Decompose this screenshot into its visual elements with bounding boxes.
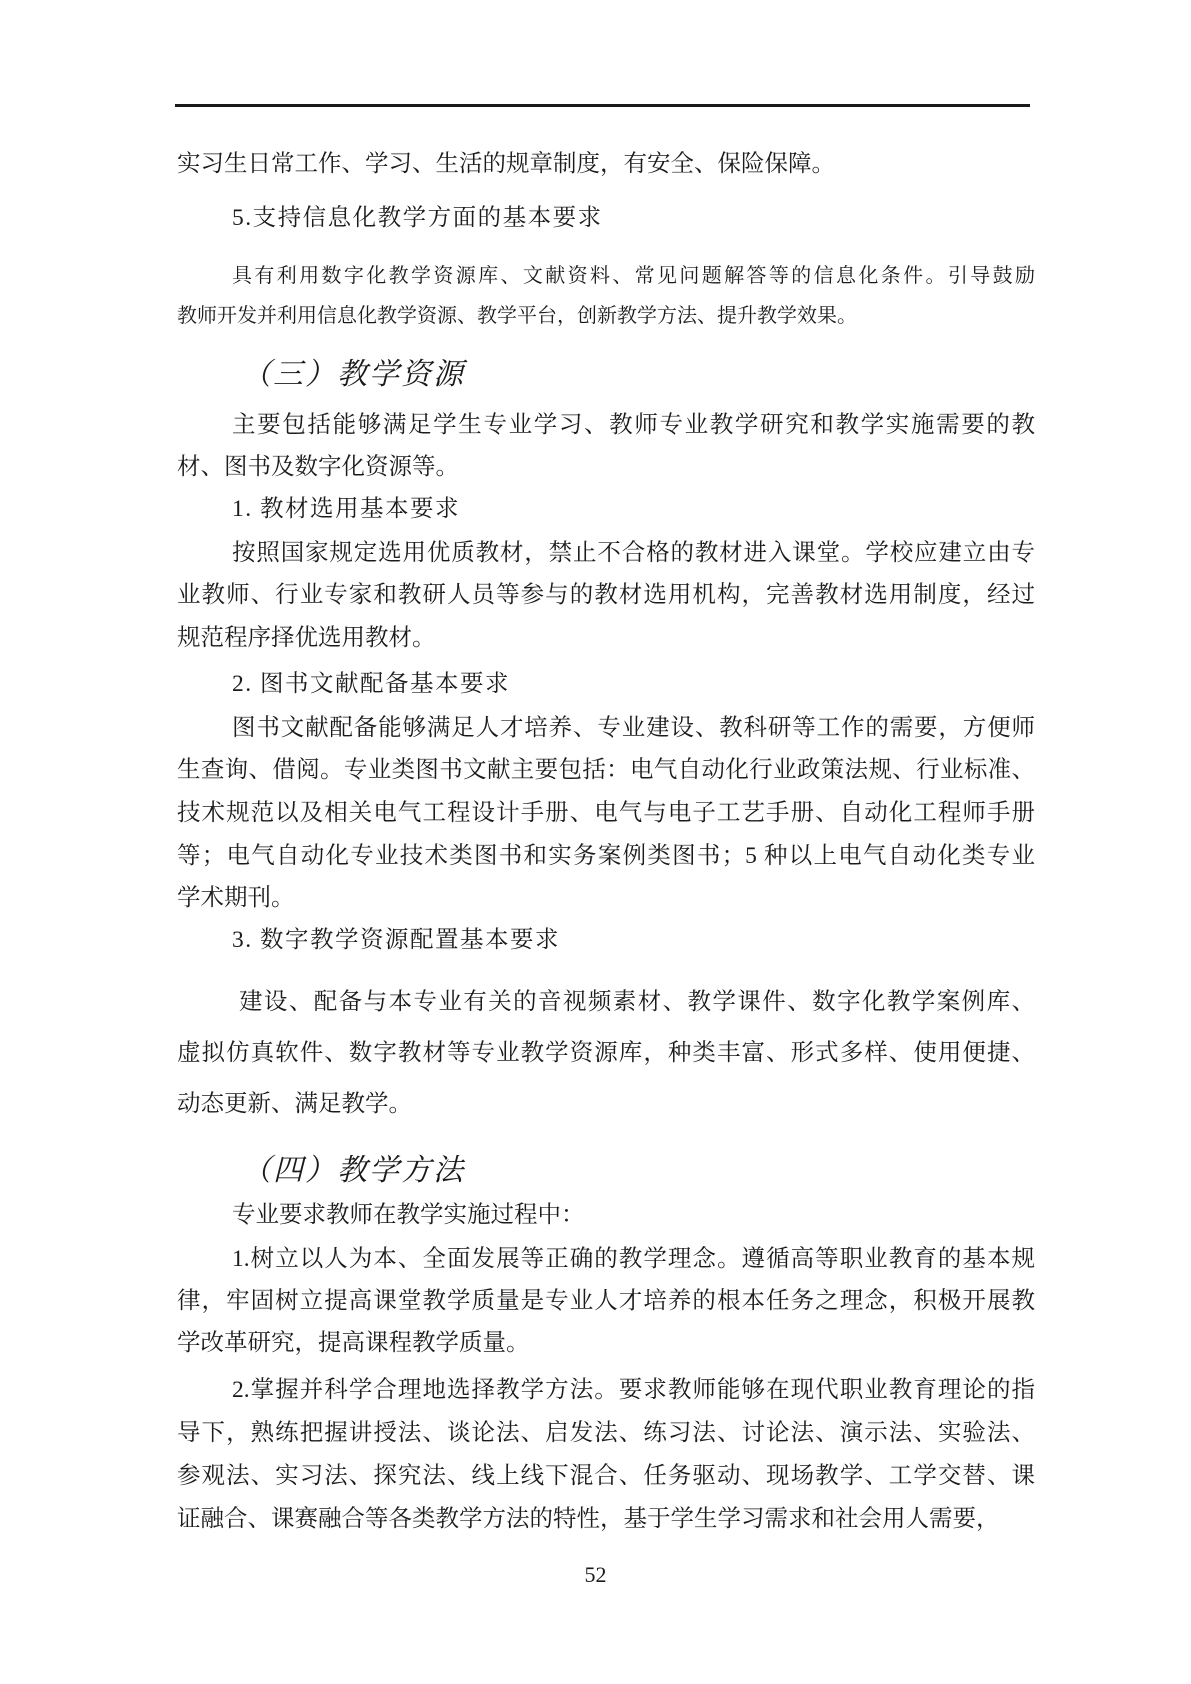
body-text-line: 1.树立以人为本、全面发展等正确的教学理念。遵循高等职业教育的基本规 <box>232 1246 1035 1272</box>
body-text-line: 动态更新、满足教学。 <box>177 1091 412 1117</box>
body-text-line: 具有利用数字化教学资源库、文献资料、常见问题解答等的信息化条件。引导鼓励 <box>232 265 1035 287</box>
body-text-line: 生查询、借阅。专业类图书文献主要包括：电气自动化行业政策法规、行业标准、 <box>177 757 1035 783</box>
body-text-line: 按照国家规定选用优质教材，禁止不合格的教材进入课堂。学校应建立由专 <box>232 540 1035 566</box>
heading-informatization-teaching: 5.支持信息化教学方面的基本要求 <box>232 205 603 231</box>
body-text-line: 等；电气自动化专业技术类图书和实务案例类图书；5 种以上电气自动化类专业 <box>177 843 1035 869</box>
body-text-line: 建设、配备与本专业有关的音视频素材、教学课件、数字化教学案例库、 <box>239 989 1035 1015</box>
body-text-line: 实习生日常工作、学习、生活的规章制度，有安全、保险保障。 <box>177 151 835 177</box>
body-text-line: 学术期刊。 <box>177 885 295 911</box>
body-text-line: 教师开发并利用信息化教学资源、教学平台，创新教学方法、提升教学效果。 <box>177 305 857 327</box>
heading-library-literature: 2. 图书文献配备基本要求 <box>232 671 510 697</box>
heading-digital-resources: 3. 数字教学资源配置基本要求 <box>232 927 560 953</box>
body-text-line: 律，牢固树立提高课堂教学质量是专业人才培养的根本任务之理念，积极开展教 <box>177 1288 1035 1314</box>
body-text-line: 主要包括能够满足学生专业学习、教师专业教学研究和教学实施需要的教 <box>232 412 1035 438</box>
header-rule <box>175 104 1030 107</box>
body-text-line: 导下，熟练把握讲授法、谈论法、启发法、练习法、讨论法、演示法、实验法、 <box>177 1420 1035 1446</box>
body-text-line: 材、图书及数字化资源等。 <box>177 454 459 480</box>
heading-textbook-selection: 1. 教材选用基本要求 <box>232 496 460 522</box>
body-text-line: 业教师、行业专家和教研人员等参与的教材选用机构，完善教材选用制度，经过 <box>177 582 1035 608</box>
body-text-line: 证融合、课赛融合等各类教学方法的特性，基于学生学习需求和社会用人需要， <box>177 1506 1000 1532</box>
body-text-line: 图书文献配备能够满足人才培养、专业建设、教科研等工作的需要，方便师 <box>232 715 1035 741</box>
page-number: 52 <box>584 1562 607 1587</box>
section-heading-teaching-methods: （四）教学方法 <box>241 1153 465 1188</box>
body-text-line: 虚拟仿真软件、数字教材等专业教学资源库，种类丰富、形式多样、使用便捷、 <box>177 1040 1035 1066</box>
body-text-line: 规范程序择优选用教材。 <box>177 625 436 651</box>
section-heading-teaching-resources: （三）教学资源 <box>241 357 465 392</box>
body-text-line: 参观法、实习法、探究法、线上线下混合、任务驱动、现场教学、工学交替、课 <box>177 1463 1035 1489</box>
body-text-line: 学改革研究，提高课程教学质量。 <box>177 1330 530 1356</box>
body-text-line: 技术规范以及相关电气工程设计手册、电气与电子工艺手册、自动化工程师手册 <box>177 800 1035 826</box>
body-text-line: 2.掌握并科学合理地选择教学方法。要求教师能够在现代职业教育理论的指 <box>232 1377 1035 1403</box>
body-text-line: 专业要求教师在教学实施过程中： <box>232 1202 585 1228</box>
